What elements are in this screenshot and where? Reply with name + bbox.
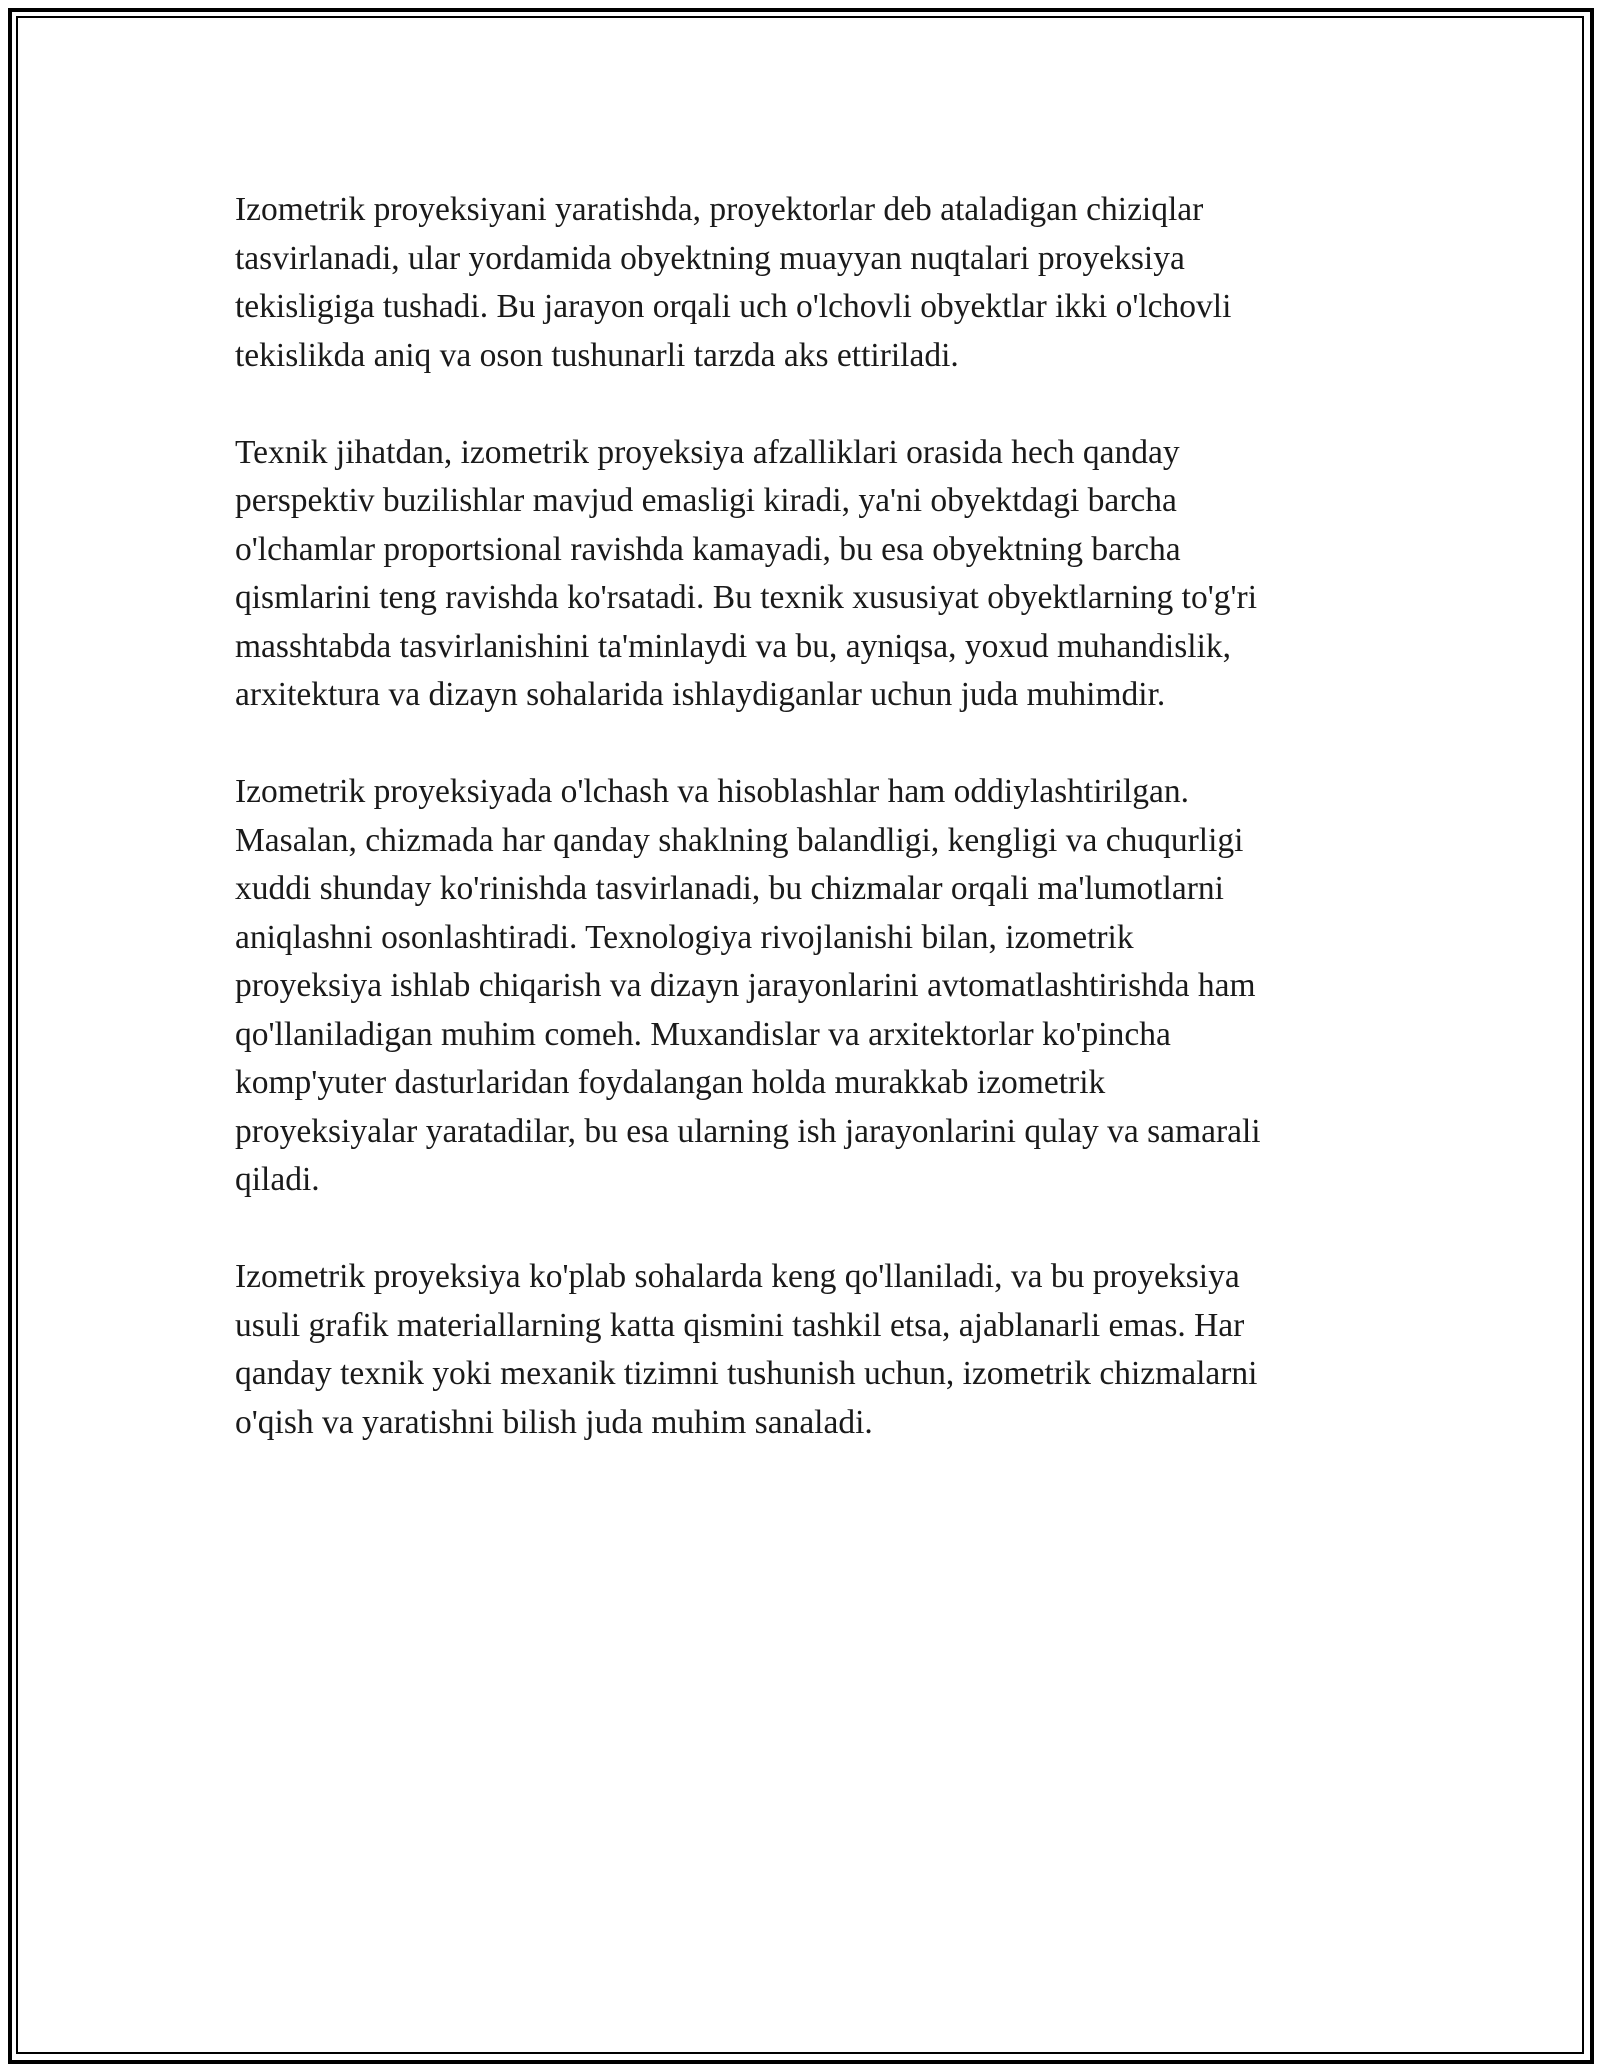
text-line: proyeksiyalar yaratadilar, bu esa ularning ish jarayonlarini qulay va samarali [235,1112,1261,1150]
text-line: Izometrik proyeksiya ko'plab sohalarda keng qo'llaniladi, va bu proyeksiya [235,1258,1240,1295]
text-line: proyeksiya ishlab chiqarish va dizayn jarayonlarini avtomatlashtirishda ham [235,967,1256,1004]
text-line: o'qish va yaratishni bilish juda muhim sanaladi. [235,1403,873,1441]
text-line: perspektiv buzilishlar mavjud emasligi kiradi, ya'ni obyektdagi barcha [235,482,1177,519]
text-line: komp'yuter dasturlaridan foydalangan holda murakkab izometrik [235,1064,1106,1101]
document-body [235,186,1385,1496]
text-line: qanday texnik yoki mexanik tizimni tushunish uchun, izometrik chizmalarni [235,1355,1258,1392]
text-line: arxitektura va dizayn sohalarida ishlaydiganlar uchun juda muhimdir. [235,676,1166,713]
text-line: o'lchamlar proportsional ravishda kamayadi, bu esa obyektning barcha [235,530,1181,568]
text-line: qo'llaniladigan muhim comeh. Muxandislar va arxitektorlar ko'pincha [235,1015,1171,1053]
paragraph [235,1253,1385,1447]
text-line: tasvirlanadi, ular yordamida obyektning muayyan nuqtalari proyeksiya [235,239,1185,277]
text-line: masshtabda tasvirlanishini ta'minlaydi va bu, ayniqsa, yoxud muhandislik, [235,627,1232,665]
text-line: qismlarini teng ravishda ko'rsatadi. Bu texnik xususiyat obyektlarning to'g'ri [235,579,1258,616]
text-line: usuli grafik materiallarning katta qismini tashkil etsa, ajablanarli emas. Har [235,1306,1245,1344]
text-line: aniqlashni osonlashtiradi. Texnologiya rivojlanishi bilan, izometrik [235,918,1134,956]
text-line: qiladi. [235,1161,320,1198]
paragraph [235,768,1385,1205]
text-line: Izometrik proyeksiyada o'lchash va hisoblashlar ham oddiylashtirilgan. [235,773,1190,810]
paragraph [235,186,1385,380]
text-line: tekislikda aniq va oson tushunarli tarzda aks ettiriladi. [235,336,959,374]
text-line: tekisligiga tushadi. Bu jarayon orqali uch o'lchovli obyektlar ikki o'lchovli [235,288,1232,325]
text-line: xuddi shunday ko'rinishda tasvirlanadi, bu chizmalar orqali ma'lumotlarni [235,870,1224,907]
text-line: Masalan, chizmada har qanday shaklning balandligi, kengligi va chuqurligi [235,821,1244,859]
text-line: Texnik jihatdan, izometrik proyeksiya afzalliklari orasida hech qanday [235,433,1180,471]
paragraph [235,429,1385,720]
text-line: Izometrik proyeksiyani yaratishda, proyektorlar deb ataladigan chiziqlar [235,191,1204,228]
